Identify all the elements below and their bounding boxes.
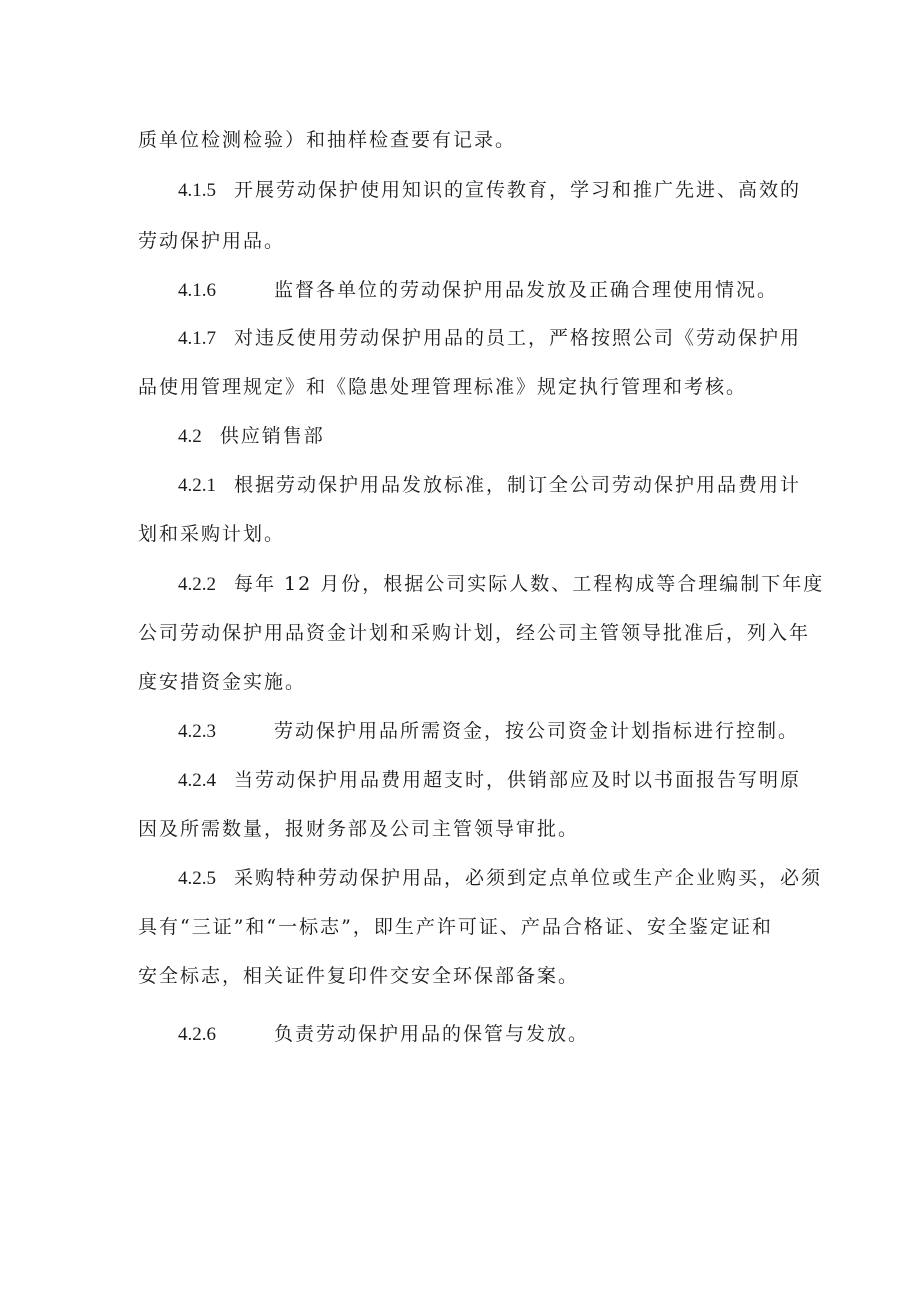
clause-4-2-1-continued (138, 522, 788, 546)
clause-text-line-1: 负责劳动保护用品的保管与发放。 (274, 1023, 590, 1045)
section-number: 4.2 (178, 426, 202, 447)
clause-number: 4.2.1 (178, 475, 216, 496)
clause-4-2-2-continued-2 (138, 670, 788, 694)
clause-text-line-1: 每年 12 月份，根据公司实际人数、工程构成等合理编制下年度 (234, 573, 825, 595)
clause-text-line-1: 采购特种劳动保护用品，必须到定点单位或生产企业购买，必须 (234, 867, 823, 889)
clause-number: 4.2.6 (178, 1024, 216, 1045)
clause-4-2-2 (178, 572, 828, 597)
clause-4-1-7-continued (138, 375, 788, 399)
clause-number: 4.2.4 (178, 770, 216, 791)
clause-4-2-6 (178, 1022, 828, 1047)
clause-number: 4.2.3 (178, 721, 216, 742)
clause-text-line-1: 开展劳动保护使用知识的宣传教育，学习和推广先进、高效的 (234, 179, 802, 201)
clause-text-line-1: 劳动保护用品所需资金，按公司资金计划指标进行控制。 (274, 720, 800, 742)
clause-text-line-1: 当劳动保护用品费用超支时，供销部应及时以书面报告写明原 (234, 769, 802, 791)
clause-4-1-5 (178, 178, 828, 203)
section-4-2-heading (178, 424, 828, 449)
clause-text-line-2: 品使用管理规定》和《隐患处理管理标准》规定执行管理和考核。 (138, 376, 748, 398)
clause-text-line-2: 因及所需数量，报财务部及公司主管领导审批。 (138, 818, 580, 840)
clause-text-line-1: 根据劳动保护用品发放标准，制订全公司劳动保护用品费用计 (234, 474, 802, 496)
clause-text-line-2: 公司劳动保护用品资金计划和采购计划，经公司主管领导批准后，列入年 (138, 622, 811, 644)
clause-4-2-4 (178, 768, 828, 793)
section-title: 供应销售部 (219, 425, 325, 447)
clause-4-1-5-continued (138, 229, 788, 253)
clause-4-2-3 (178, 719, 828, 744)
paragraph-text: 质单位检测检验）和抽样检查要有记录。 (138, 129, 517, 151)
clause-text-line-3: 安全标志，相关证件复印件交安全环保部备案。 (138, 965, 580, 987)
clause-4-1-7 (178, 326, 828, 351)
clause-number: 4.2.5 (178, 868, 216, 889)
clause-4-2-5-continued (138, 915, 788, 939)
clause-4-2-4-continued (138, 817, 788, 841)
clause-4-2-5-continued-2 (138, 964, 788, 988)
clause-number: 4.2.2 (178, 574, 216, 595)
clause-4-2-5 (178, 866, 828, 891)
clause-number: 4.1.7 (178, 328, 216, 349)
clause-number: 4.1.6 (178, 280, 216, 301)
clause-text-line-2: 劳动保护用品。 (138, 230, 286, 252)
clause-text-line-1: 监督各单位的劳动保护用品发放及正确合理使用情况。 (274, 279, 779, 301)
clause-4-2-2-continued (138, 621, 811, 645)
clause-text-line-3: 度安措资金实施。 (138, 671, 307, 693)
clause-4-2-1 (178, 473, 828, 498)
clause-4-1-6 (178, 278, 828, 303)
clause-text-line-2: 划和采购计划。 (138, 523, 286, 545)
clause-number: 4.1.5 (178, 180, 216, 201)
clause-text-line-1: 对违反使用劳动保护用品的员工，严格按照公司《劳动保护用 (234, 327, 802, 349)
clause-text-line-2: 具有“三证”和“一标志”，即生产许可证、产品合格证、安全鉴定证和 (138, 916, 773, 938)
paragraph-continuation (138, 128, 788, 152)
